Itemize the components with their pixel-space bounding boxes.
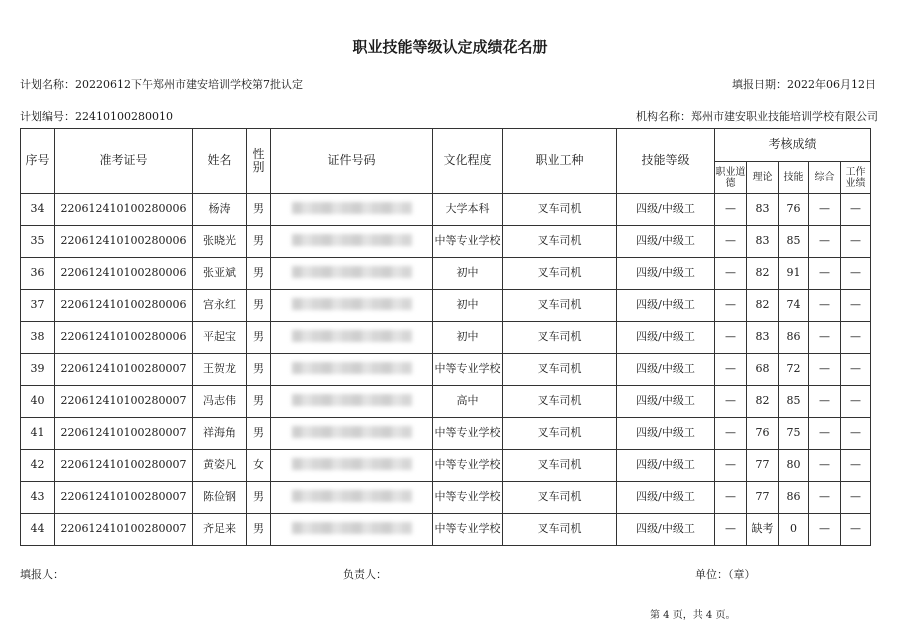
- cell-exam-no: 220612410100280006: [55, 194, 193, 226]
- redacted-id-blur: [292, 234, 412, 246]
- cell-overall: —: [809, 386, 841, 418]
- cell-ethics: —: [715, 450, 747, 482]
- cell-performance: —: [841, 418, 871, 450]
- cell-education: 中等专业学校: [433, 354, 503, 386]
- cell-education: 中等专业学校: [433, 418, 503, 450]
- cell-ethics: —: [715, 354, 747, 386]
- table-row: [21, 322, 871, 354]
- header-level: 技能等级: [617, 129, 715, 194]
- table-row: [21, 482, 871, 514]
- redacted-id-blur: [292, 330, 412, 342]
- cell-theory: 83: [747, 322, 779, 354]
- header-ethics: 职业道德: [715, 162, 747, 194]
- cell-gender: 男: [247, 514, 271, 546]
- cell-education: 中等专业学校: [433, 482, 503, 514]
- cell-theory: 82: [747, 290, 779, 322]
- cell-job: 叉车司机: [503, 226, 617, 258]
- redacted-id-blur: [292, 458, 412, 470]
- cell-id-no: [271, 482, 433, 514]
- footer-unit: 单位：（章）: [695, 568, 756, 581]
- cell-job: 叉车司机: [503, 194, 617, 226]
- score-table-wrapper: [20, 128, 871, 546]
- cell-ethics: —: [715, 418, 747, 450]
- cell-job: 叉车司机: [503, 290, 617, 322]
- cell-overall: —: [809, 514, 841, 546]
- cell-skill: 85: [779, 226, 809, 258]
- cell-overall: —: [809, 418, 841, 450]
- cell-overall: —: [809, 482, 841, 514]
- cell-seq: 38: [21, 322, 55, 354]
- redacted-id-blur: [292, 298, 412, 310]
- cell-job: 叉车司机: [503, 482, 617, 514]
- cell-exam-no: 220612410100280006: [55, 322, 193, 354]
- cell-name: 陈俭钢: [193, 482, 247, 514]
- header-theory: 理论: [747, 162, 779, 194]
- cell-exam-no: 220612410100280007: [55, 418, 193, 450]
- page-title: 职业技能等级认定成绩花名册: [352, 38, 548, 56]
- header-scores: 考核成绩: [715, 129, 871, 162]
- cell-seq: 39: [21, 354, 55, 386]
- cell-gender: 男: [247, 290, 271, 322]
- header-id-no: 证件号码: [271, 129, 433, 194]
- header-skill: 技能: [779, 162, 809, 194]
- cell-id-no: [271, 194, 433, 226]
- table-row: [21, 258, 871, 290]
- cell-seq: 36: [21, 258, 55, 290]
- cell-exam-no: 220612410100280006: [55, 290, 193, 322]
- cell-level: 四级/中级工: [617, 354, 715, 386]
- cell-job: 叉车司机: [503, 386, 617, 418]
- cell-performance: —: [841, 482, 871, 514]
- cell-gender: 男: [247, 226, 271, 258]
- cell-ethics: —: [715, 194, 747, 226]
- cell-performance: —: [841, 514, 871, 546]
- cell-id-no: [271, 514, 433, 546]
- cell-name: 张晓光: [193, 226, 247, 258]
- plan-number: 计划编号：22410100280010: [20, 110, 173, 123]
- cell-ethics: —: [715, 226, 747, 258]
- cell-id-no: [271, 290, 433, 322]
- cell-performance: —: [841, 194, 871, 226]
- score-table: [20, 128, 871, 546]
- cell-job: 叉车司机: [503, 354, 617, 386]
- cell-ethics: —: [715, 290, 747, 322]
- cell-theory: 82: [747, 258, 779, 290]
- cell-level: 四级/中级工: [617, 418, 715, 450]
- cell-seq: 44: [21, 514, 55, 546]
- org-name: 机构名称：郑州市建安职业技能培训学校有限公司: [636, 110, 878, 123]
- cell-ethics: —: [715, 514, 747, 546]
- redacted-id-blur: [292, 202, 412, 214]
- cell-gender: 男: [247, 258, 271, 290]
- cell-exam-no: 220612410100280006: [55, 226, 193, 258]
- cell-overall: —: [809, 322, 841, 354]
- cell-education: 初中: [433, 290, 503, 322]
- cell-exam-no: 220612410100280007: [55, 514, 193, 546]
- table-row: [21, 514, 871, 546]
- cell-performance: —: [841, 258, 871, 290]
- cell-id-no: [271, 354, 433, 386]
- cell-ethics: —: [715, 386, 747, 418]
- header-job: 职业工种: [503, 129, 617, 194]
- table-row: [21, 290, 871, 322]
- cell-name: 冯志伟: [193, 386, 247, 418]
- cell-performance: —: [841, 386, 871, 418]
- cell-seq: 41: [21, 418, 55, 450]
- cell-seq: 40: [21, 386, 55, 418]
- redacted-id-blur: [292, 266, 412, 278]
- footer-filler: 填报人：: [20, 568, 64, 581]
- cell-theory: 77: [747, 450, 779, 482]
- header-name: 姓名: [193, 129, 247, 194]
- cell-skill: 76: [779, 194, 809, 226]
- table-row: [21, 194, 871, 226]
- cell-skill: 86: [779, 322, 809, 354]
- cell-id-no: [271, 226, 433, 258]
- cell-gender: 女: [247, 450, 271, 482]
- cell-education: 高中: [433, 386, 503, 418]
- cell-name: 张亚斌: [193, 258, 247, 290]
- header-gender: 性别: [247, 129, 271, 194]
- cell-theory: 83: [747, 226, 779, 258]
- cell-id-no: [271, 418, 433, 450]
- cell-name: 宫永红: [193, 290, 247, 322]
- cell-performance: —: [841, 322, 871, 354]
- cell-ethics: —: [715, 258, 747, 290]
- cell-ethics: —: [715, 322, 747, 354]
- cell-level: 四级/中级工: [617, 290, 715, 322]
- cell-theory: 77: [747, 482, 779, 514]
- cell-seq: 37: [21, 290, 55, 322]
- cell-performance: —: [841, 290, 871, 322]
- cell-performance: —: [841, 450, 871, 482]
- fill-date: 填报日期：2022年06月12日: [732, 78, 876, 91]
- cell-level: 四级/中级工: [617, 386, 715, 418]
- cell-seq: 35: [21, 226, 55, 258]
- cell-level: 四级/中级工: [617, 258, 715, 290]
- cell-id-no: [271, 322, 433, 354]
- cell-name: 齐足来: [193, 514, 247, 546]
- redacted-id-blur: [292, 490, 412, 502]
- cell-skill: 80: [779, 450, 809, 482]
- header-seq: 序号: [21, 129, 55, 194]
- cell-level: 四级/中级工: [617, 322, 715, 354]
- cell-job: 叉车司机: [503, 258, 617, 290]
- footer-responsible: 负责人：: [343, 568, 387, 581]
- cell-exam-no: 220612410100280007: [55, 482, 193, 514]
- cell-level: 四级/中级工: [617, 482, 715, 514]
- cell-gender: 男: [247, 354, 271, 386]
- cell-skill: 0: [779, 514, 809, 546]
- cell-skill: 74: [779, 290, 809, 322]
- cell-gender: 男: [247, 386, 271, 418]
- cell-id-no: [271, 258, 433, 290]
- cell-overall: —: [809, 194, 841, 226]
- table-body: [21, 194, 871, 546]
- cell-education: 初中: [433, 258, 503, 290]
- header-overall: 综合: [809, 162, 841, 194]
- cell-id-no: [271, 450, 433, 482]
- cell-job: 叉车司机: [503, 418, 617, 450]
- cell-name: 祥海角: [193, 418, 247, 450]
- cell-education: 大学本科: [433, 194, 503, 226]
- cell-overall: —: [809, 290, 841, 322]
- cell-exam-no: 220612410100280007: [55, 354, 193, 386]
- cell-performance: —: [841, 354, 871, 386]
- cell-job: 叉车司机: [503, 514, 617, 546]
- cell-education: 中等专业学校: [433, 514, 503, 546]
- cell-gender: 男: [247, 418, 271, 450]
- redacted-id-blur: [292, 362, 412, 374]
- table-row: [21, 354, 871, 386]
- cell-gender: 男: [247, 194, 271, 226]
- cell-skill: 86: [779, 482, 809, 514]
- cell-overall: —: [809, 450, 841, 482]
- cell-seq: 34: [21, 194, 55, 226]
- cell-theory: 82: [747, 386, 779, 418]
- cell-level: 四级/中级工: [617, 194, 715, 226]
- cell-theory: 76: [747, 418, 779, 450]
- table-row: [21, 450, 871, 482]
- cell-performance: —: [841, 226, 871, 258]
- cell-job: 叉车司机: [503, 322, 617, 354]
- cell-level: 四级/中级工: [617, 514, 715, 546]
- cell-exam-no: 220612410100280007: [55, 450, 193, 482]
- header-performance: 工作业绩: [841, 162, 871, 194]
- redacted-id-blur: [292, 426, 412, 438]
- cell-job: 叉车司机: [503, 450, 617, 482]
- header-education: 文化程度: [433, 129, 503, 194]
- cell-theory: 83: [747, 194, 779, 226]
- cell-skill: 75: [779, 418, 809, 450]
- redacted-id-blur: [292, 394, 412, 406]
- cell-name: 平起宝: [193, 322, 247, 354]
- cell-overall: —: [809, 354, 841, 386]
- cell-gender: 男: [247, 482, 271, 514]
- cell-skill: 72: [779, 354, 809, 386]
- redacted-id-blur: [292, 522, 412, 534]
- cell-id-no: [271, 386, 433, 418]
- cell-education: 中等专业学校: [433, 226, 503, 258]
- cell-education: 初中: [433, 322, 503, 354]
- header-exam-no: 准考证号: [55, 129, 193, 194]
- table-row: [21, 418, 871, 450]
- cell-ethics: —: [715, 482, 747, 514]
- cell-exam-no: 220612410100280006: [55, 258, 193, 290]
- cell-overall: —: [809, 258, 841, 290]
- plan-name: 计划名称：20220612下午郑州市建安培训学校第7批认定: [20, 78, 303, 91]
- cell-exam-no: 220612410100280007: [55, 386, 193, 418]
- cell-name: 黄姿凡: [193, 450, 247, 482]
- cell-seq: 43: [21, 482, 55, 514]
- table-row: [21, 386, 871, 418]
- cell-theory: 68: [747, 354, 779, 386]
- cell-name: 杨涛: [193, 194, 247, 226]
- table-row: [21, 226, 871, 258]
- cell-skill: 85: [779, 386, 809, 418]
- cell-name: 王贺龙: [193, 354, 247, 386]
- cell-gender: 男: [247, 322, 271, 354]
- cell-seq: 42: [21, 450, 55, 482]
- cell-level: 四级/中级工: [617, 450, 715, 482]
- cell-education: 中等专业学校: [433, 450, 503, 482]
- cell-skill: 91: [779, 258, 809, 290]
- cell-level: 四级/中级工: [617, 226, 715, 258]
- page-number: 第 4 页，共 4 页。: [650, 610, 736, 621]
- cell-theory: 缺考: [747, 514, 779, 546]
- cell-overall: —: [809, 226, 841, 258]
